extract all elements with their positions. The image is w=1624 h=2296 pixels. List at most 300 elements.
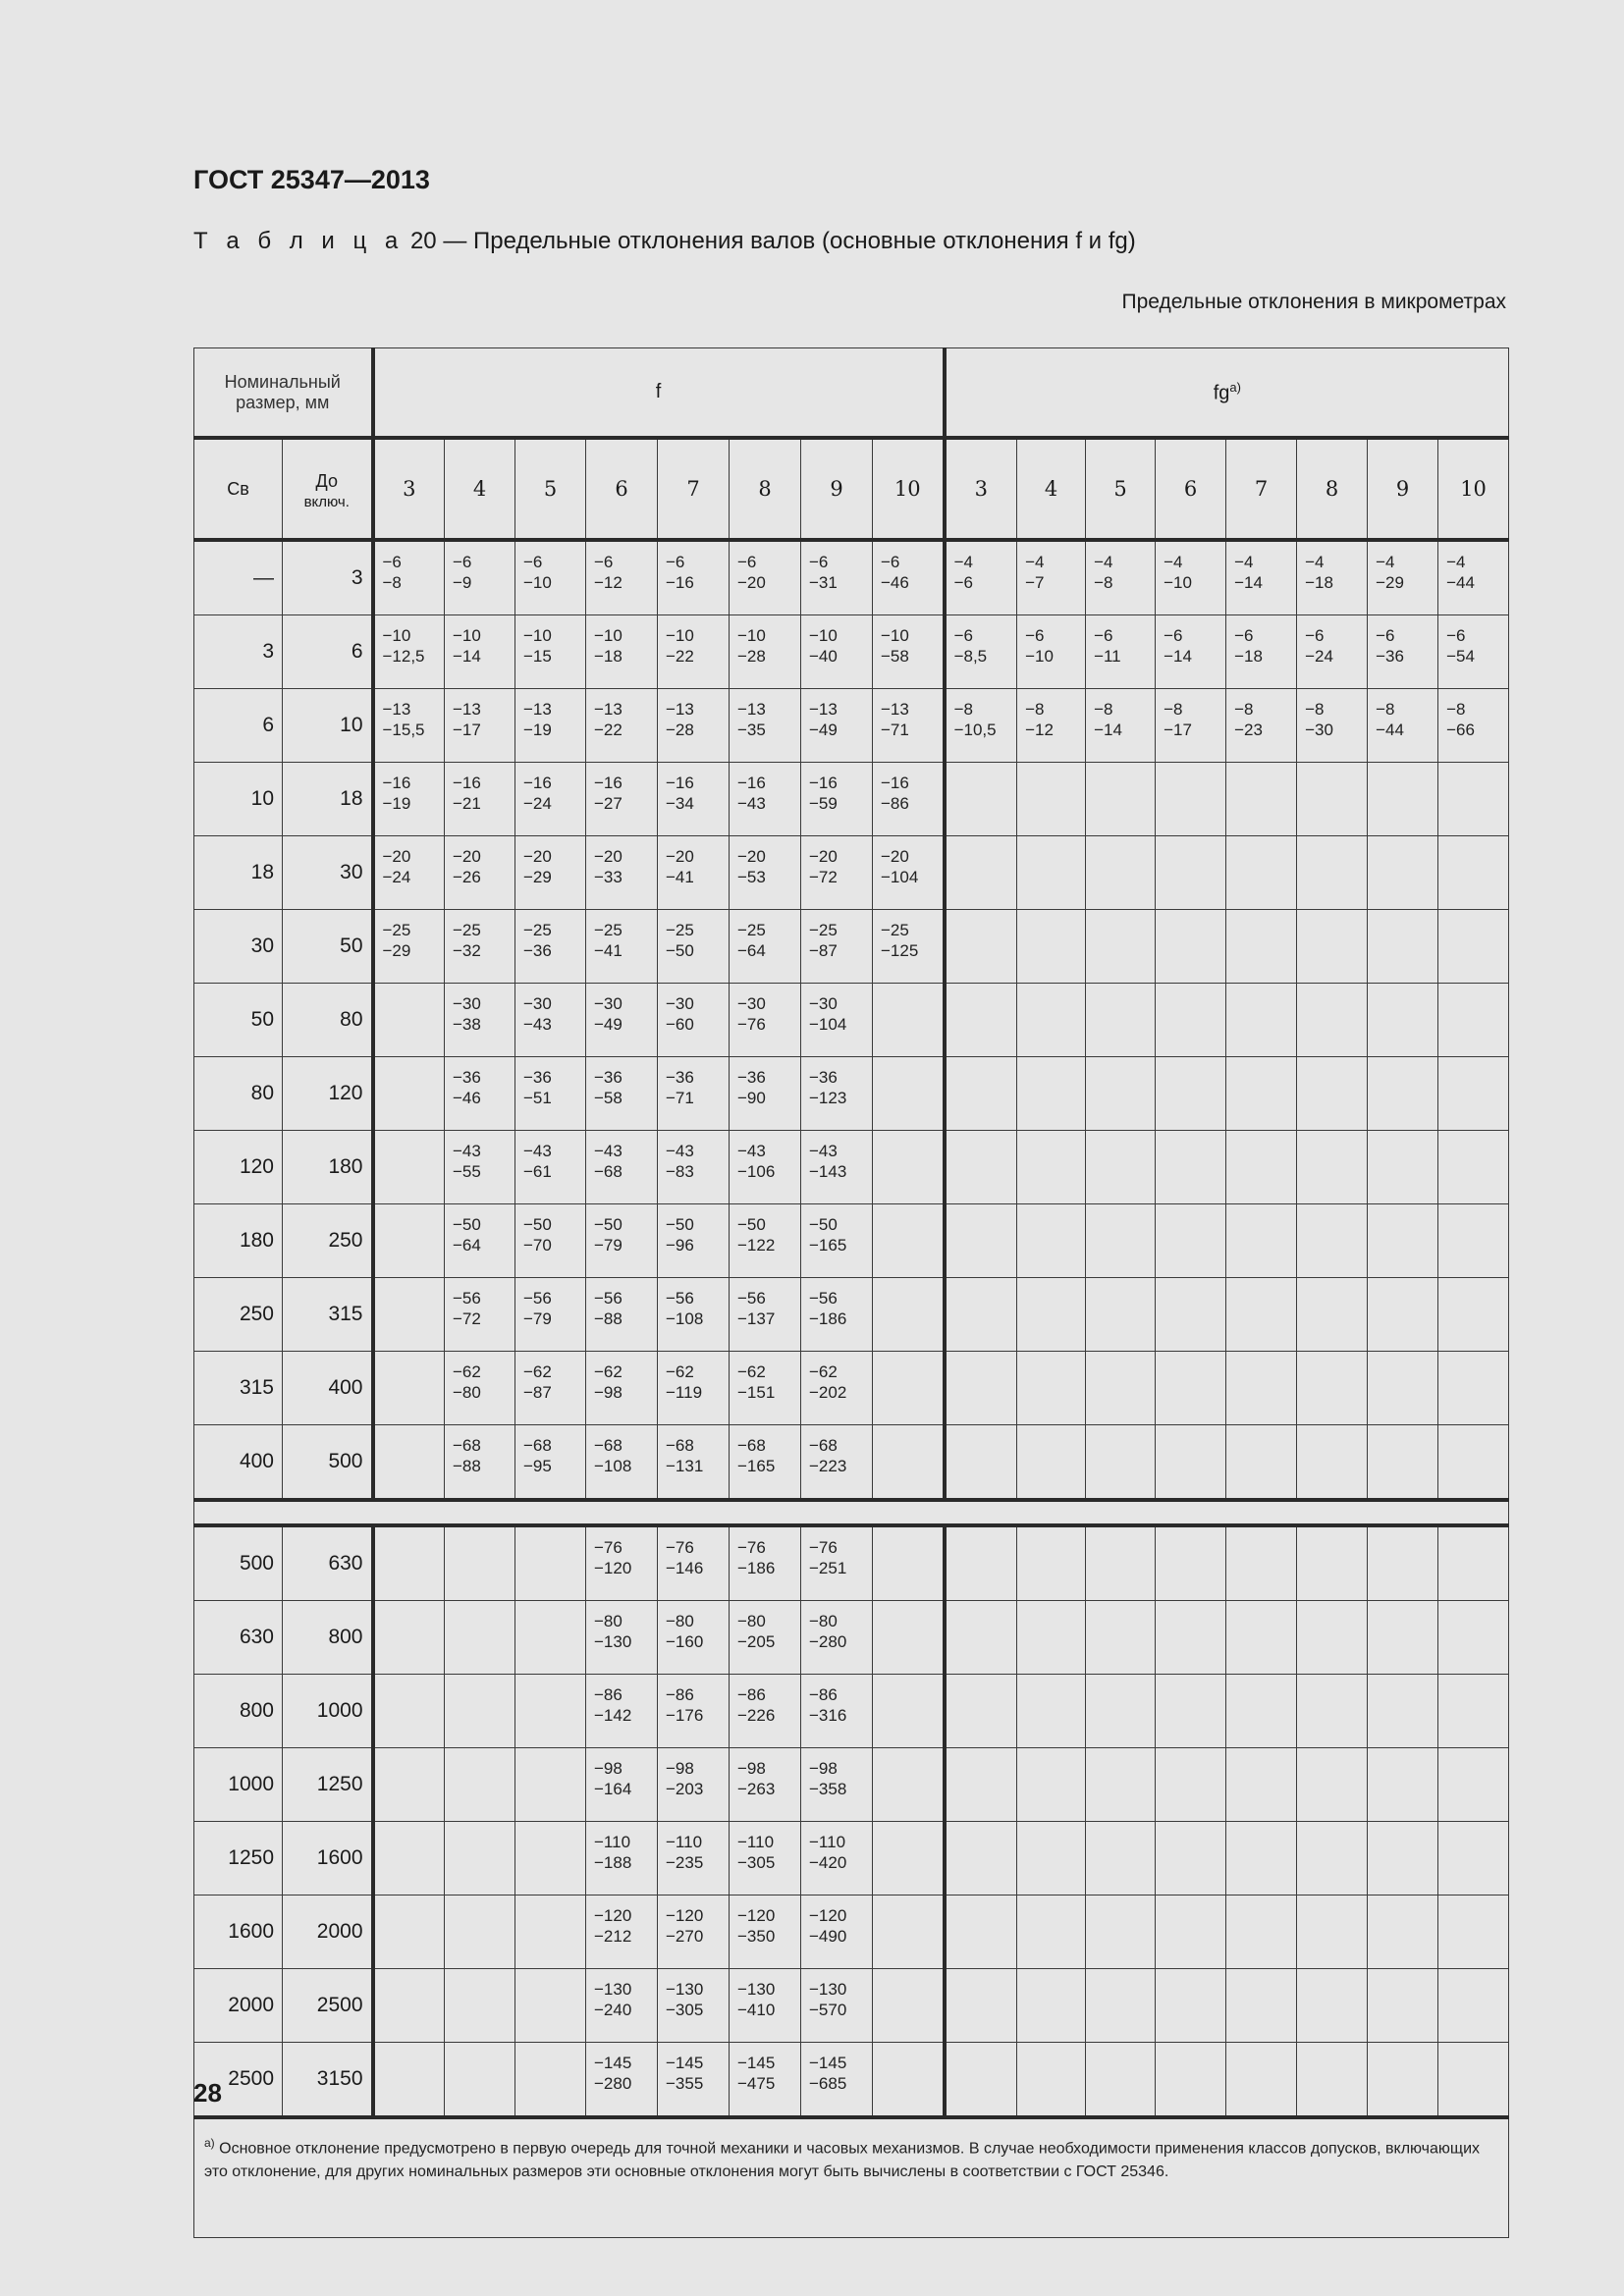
deviation-cell-f [515,1425,586,1501]
upper-deviation: −10 [881,626,909,645]
deviation-cell-f [801,1525,873,1601]
deviation-cell-f [730,689,801,763]
deviation-cell-f [373,1675,445,1748]
upper-deviation: −30 [809,994,838,1013]
deviation-cell-f [658,1131,730,1204]
deviation-cell-f [801,1675,873,1748]
upper-deviation: −4 [1305,553,1325,571]
upper-deviation: −4 [1234,553,1254,571]
deviation-cell-f [586,836,658,910]
deviation-cell-fg [1086,1425,1156,1501]
lower-deviation: −51 [523,1089,552,1107]
deviation-cell-f [658,1969,730,2043]
deviation-cell-fg [1086,836,1156,910]
lower-deviation: −46 [881,573,909,592]
deviation-cell-f [586,1131,658,1204]
deviation-cell-fg [1017,984,1086,1057]
deviation-cell-f [730,1204,801,1278]
lower-deviation: −58 [594,1089,623,1107]
size-from: 3 [194,615,283,689]
lower-deviation: −18 [594,647,623,666]
deviation-cell-fg [945,1057,1017,1131]
deviation-cell-f [801,689,873,763]
deviation-cell-fg [1297,1601,1368,1675]
deviation-cell-fg [945,1896,1017,1969]
size-from: 1250 [194,1822,283,1896]
lower-deviation: −10 [523,573,552,592]
upper-deviation: −56 [809,1289,838,1308]
upper-deviation: −10 [594,626,623,645]
upper-deviation: −13 [453,700,481,719]
upper-deviation: −10 [453,626,481,645]
deviation-cell-f [658,1748,730,1822]
upper-deviation: −10 [382,626,411,645]
deviation-cell-f [515,1525,586,1601]
upper-deviation: −8 [1094,700,1113,719]
upper-deviation: −43 [453,1142,481,1160]
deviation-cell-f [586,1969,658,2043]
upper-deviation: −98 [737,1759,766,1778]
lower-deviation: −28 [666,721,694,739]
lower-deviation: −176 [666,1706,704,1725]
deviation-cell-fg [1017,763,1086,836]
deviation-cell-fg [1156,1525,1226,1601]
deviation-cell-fg [1438,1601,1509,1675]
upper-deviation: −4 [1094,553,1113,571]
deviation-cell-f [515,1822,586,1896]
deviation-cell-fg [1156,1057,1226,1131]
deviation-cell-f [801,836,873,910]
deviation-cell-f [873,984,945,1057]
deviation-cell-fg [1017,1278,1086,1352]
lower-deviation: −22 [594,721,623,739]
deviation-cell-f [445,763,515,836]
deviation-cell-f [801,540,873,615]
lower-deviation: −143 [809,1162,847,1181]
size-to: 250 [283,1204,373,1278]
deviation-cell-fg [1368,1425,1438,1501]
lower-deviation: −53 [737,868,766,886]
upper-deviation: −36 [523,1068,552,1087]
lower-deviation: −50 [666,941,694,960]
table-row [194,1748,1509,1822]
deviation-cell-fg [1368,1675,1438,1748]
deviation-cell-f [515,1748,586,1822]
deviation-cell-fg [1226,689,1297,763]
deviation-cell-f [658,1525,730,1601]
upper-deviation: −68 [809,1436,838,1455]
deviation-cell-f [586,1352,658,1425]
lower-deviation: −68 [594,1162,623,1181]
upper-deviation: −36 [453,1068,481,1087]
deviation-cell-fg [1368,1525,1438,1601]
deviation-cell-f [586,2043,658,2118]
upper-deviation: −16 [382,774,411,792]
upper-deviation: −68 [666,1436,694,1455]
size-from: 630 [194,1601,283,1675]
upper-deviation: −20 [453,847,481,866]
size-from: 1600 [194,1896,283,1969]
deviation-cell-f [873,689,945,763]
deviation-cell-f [730,910,801,984]
upper-deviation: −50 [453,1215,481,1234]
upper-deviation: −56 [737,1289,766,1308]
upper-deviation: −20 [881,847,909,866]
lower-deviation: −19 [523,721,552,739]
deviation-cell-fg [1017,1675,1086,1748]
lower-deviation: −49 [809,721,838,739]
table-row [194,1204,1509,1278]
deviation-cell-fg [1438,1204,1509,1278]
upper-deviation: −98 [809,1759,838,1778]
lower-deviation: −164 [594,1780,632,1798]
lower-deviation: −186 [737,1559,776,1577]
lower-deviation: −142 [594,1706,632,1725]
deviation-cell-fg [1226,1675,1297,1748]
deviation-cell-f [515,615,586,689]
upper-deviation: −110 [737,1833,775,1851]
upper-deviation: −36 [737,1068,766,1087]
upper-deviation: −16 [809,774,838,792]
upper-deviation: −16 [881,774,909,792]
deviation-cell-fg [1297,615,1368,689]
lower-deviation: −64 [453,1236,481,1255]
deviation-cell-fg [1226,1131,1297,1204]
upper-deviation: −6 [1446,626,1466,645]
upper-deviation: −62 [809,1362,838,1381]
lower-deviation: −14 [1164,647,1192,666]
lower-deviation: −19 [382,794,411,813]
deviation-cell-fg [1226,1601,1297,1675]
deviation-cell-fg [1368,1131,1438,1204]
lower-deviation: −120 [594,1559,632,1577]
size-from: — [194,540,283,615]
deviation-cell-fg [1017,910,1086,984]
lower-deviation: −263 [737,1780,776,1798]
table-row [194,763,1509,836]
deviation-cell-fg [1297,836,1368,910]
upper-deviation: −43 [666,1142,694,1160]
deviation-cell-f [873,1057,945,1131]
deviation-cell-fg [1226,1969,1297,2043]
lower-deviation: −55 [453,1162,481,1181]
deviation-cell-fg [945,689,1017,763]
lower-deviation: −235 [666,1853,704,1872]
footnote-text: Основное отклонение предусмотрено в первую очередь для точной механики и часовых механизмов. В случае необходимости применения классов допусков, включающих это отклонение, для других номинальных размеров эти основные отклонения могут быть вычислены в соответствии с ГОСТ 25346. [204,2140,1481,2181]
size-to: 80 [283,984,373,1057]
lower-deviation: −11 [1094,647,1121,666]
quality-header-fg-6: 6 [1156,438,1226,540]
upper-deviation: −56 [594,1289,623,1308]
deviation-cell-fg [1086,763,1156,836]
lower-deviation: −18 [1234,647,1263,666]
lower-deviation: −123 [809,1089,847,1107]
deviation-cell-f [801,910,873,984]
table-word: Т а б л и ц а [193,228,405,254]
table-row [194,540,1509,615]
upper-deviation: −98 [594,1759,623,1778]
lower-deviation: −226 [737,1706,776,1725]
deviation-cell-f [658,836,730,910]
lower-deviation: −251 [809,1559,847,1577]
deviation-cell-f [586,1748,658,1822]
upper-deviation: −145 [594,2054,632,2072]
deviation-cell-f [515,1057,586,1131]
footnote-marker: а) [204,2136,215,2150]
lower-deviation: −72 [809,868,838,886]
quality-header-fg-9: 9 [1368,438,1438,540]
table-row [194,1278,1509,1352]
upper-deviation: −43 [594,1142,623,1160]
size-to: 1250 [283,1748,373,1822]
lower-deviation: −420 [809,1853,847,1872]
lower-deviation: −350 [737,1927,776,1946]
deviation-cell-fg [1368,1057,1438,1131]
quality-header-f-4: 4 [445,438,515,540]
deviation-cell-f [658,2043,730,2118]
deviation-cell-f [586,1675,658,1748]
upper-deviation: −62 [594,1362,623,1381]
upper-deviation: −80 [594,1612,623,1630]
upper-deviation: −4 [1025,553,1045,571]
upper-deviation: −13 [523,700,552,719]
upper-deviation: −8 [1376,700,1395,719]
deviation-cell-fg [1156,910,1226,984]
table-row [194,1969,1509,2043]
lower-deviation: −54 [1446,647,1475,666]
size-from: 80 [194,1057,283,1131]
upper-deviation: −8 [1164,700,1183,719]
deviation-cell-f [658,1675,730,1748]
deviation-cell-fg [1017,1748,1086,1822]
deviation-cell-f [515,1352,586,1425]
lower-deviation: −131 [666,1457,704,1475]
upper-deviation: −16 [523,774,552,792]
deviation-cell-f [515,1204,586,1278]
lower-deviation: −27 [594,794,623,813]
lower-deviation: −490 [809,1927,847,1946]
lower-deviation: −70 [523,1236,552,1255]
upper-deviation: −50 [523,1215,552,1234]
size-from: 2500 [194,2043,283,2118]
quality-header-f-3: 3 [373,438,445,540]
deviation-cell-f [873,1822,945,1896]
deviation-cell-f [515,910,586,984]
deviation-cell-fg [1438,1352,1509,1425]
upper-deviation: −80 [809,1612,838,1630]
deviation-cell-fg [1086,689,1156,763]
upper-deviation: −10 [737,626,766,645]
upper-deviation: −25 [881,921,909,939]
size-to: 400 [283,1352,373,1425]
deviation-cell-fg [1156,2043,1226,2118]
size-from: 120 [194,1131,283,1204]
deviation-cell-fg [1156,1601,1226,1675]
deviation-cell-fg [945,1748,1017,1822]
upper-deviation: −145 [809,2054,847,2072]
upper-deviation: −86 [594,1685,623,1704]
upper-deviation: −30 [453,994,481,1013]
size-to: 50 [283,910,373,984]
quality-header-f-8: 8 [730,438,801,540]
deviation-cell-f [730,1601,801,1675]
lower-deviation: −305 [737,1853,776,1872]
deviation-cell-f [658,1822,730,1896]
upper-deviation: −6 [453,553,472,571]
deviation-cell-f [801,763,873,836]
lower-deviation: −71 [881,721,909,739]
deviation-cell-f [445,984,515,1057]
size-from: 800 [194,1675,283,1748]
deviation-cell-f [515,836,586,910]
lower-deviation: −72 [453,1309,481,1328]
deviation-cell-f [873,540,945,615]
deviation-cell-fg [1368,1204,1438,1278]
deviation-cell-fg [1086,1525,1156,1601]
deviation-cell-f [515,1278,586,1352]
lower-deviation: −12,5 [382,647,425,666]
upper-deviation: −13 [382,700,411,719]
deviation-cell-fg [1438,689,1509,763]
deviation-cell-f [801,1278,873,1352]
deviation-cell-fg [1368,1896,1438,1969]
upper-deviation: −25 [453,921,481,939]
deviation-cell-fg [1226,1748,1297,1822]
header-row-qualities [194,438,1509,540]
deviation-cell-fg [945,540,1017,615]
deviation-cell-f [873,763,945,836]
deviation-cell-fg [1226,615,1297,689]
group-header-fg [945,348,1509,439]
lower-deviation: −61 [523,1162,552,1181]
lower-deviation: −475 [737,2074,776,2093]
upper-deviation: −6 [737,553,757,571]
deviation-cell-f [373,1748,445,1822]
deviation-cell-fg [1086,1131,1156,1204]
lower-deviation: −685 [809,2074,847,2093]
deviation-cell-fg [945,1425,1017,1501]
deviation-cell-fg [1156,1131,1226,1204]
lower-deviation: −35 [737,721,766,739]
upper-deviation: −8 [953,700,973,719]
col-header-to-line1: До [315,471,338,491]
deviation-cell-fg [1086,615,1156,689]
table-row [194,1425,1509,1501]
deviation-cell-fg [1226,836,1297,910]
deviation-cell-fg [1226,1204,1297,1278]
lower-deviation: −8 [382,573,402,592]
table-row [194,1675,1509,1748]
lower-deviation: −205 [737,1632,776,1651]
upper-deviation: −62 [523,1362,552,1381]
deviation-cell-f [515,689,586,763]
lower-deviation: −12 [1025,721,1054,739]
deviation-cell-f [658,689,730,763]
upper-deviation: −62 [666,1362,694,1381]
page-number: 28 [193,2078,222,2108]
upper-deviation: −110 [666,1833,703,1851]
deviation-cell-f [586,763,658,836]
lower-deviation: −43 [523,1015,552,1034]
deviation-cell-f [373,1057,445,1131]
deviation-cell-f [873,1425,945,1501]
deviation-cell-fg [1297,1131,1368,1204]
deviation-cell-f [445,1278,515,1352]
deviation-cell-fg [1086,1601,1156,1675]
deviation-cell-f [801,1352,873,1425]
deviation-cell-fg [1086,1352,1156,1425]
col-header-to-line2: включ. [303,494,350,510]
size-to: 120 [283,1057,373,1131]
size-to: 6 [283,615,373,689]
deviation-cell-fg [1368,1822,1438,1896]
deviation-cell-f [445,689,515,763]
upper-deviation: −25 [523,921,552,939]
lower-deviation: −60 [666,1015,694,1034]
deviation-cell-fg [945,1131,1017,1204]
deviation-cell-fg [1438,1131,1509,1204]
size-to: 18 [283,763,373,836]
deviation-cell-fg [1368,2043,1438,2118]
lower-deviation: −151 [737,1383,776,1402]
lower-deviation: −80 [453,1383,481,1402]
deviation-cell-fg [1297,1896,1368,1969]
deviation-cell-f [873,1748,945,1822]
deviation-cell-fg [1368,540,1438,615]
deviation-cell-fg [1438,984,1509,1057]
upper-deviation: −6 [1376,626,1395,645]
deviation-cell-fg [945,615,1017,689]
lower-deviation: −223 [809,1457,847,1475]
lower-deviation: −212 [594,1927,632,1946]
deviation-cell-f [515,1896,586,1969]
upper-deviation: −120 [809,1906,847,1925]
table-number: 20 [409,228,437,254]
deviation-cell-f [445,1896,515,1969]
deviation-cell-fg [1297,1675,1368,1748]
deviation-cell-f [801,2043,873,2118]
deviation-cell-f [586,1204,658,1278]
lower-deviation: −44 [1446,573,1475,592]
deviation-cell-fg [1156,1352,1226,1425]
lower-deviation: −76 [737,1015,766,1034]
size-from: 315 [194,1352,283,1425]
upper-deviation: −6 [1305,626,1325,645]
deviation-cell-f [730,984,801,1057]
deviation-cell-f [515,984,586,1057]
quality-header-f-5: 5 [515,438,586,540]
upper-deviation: −80 [666,1612,694,1630]
lower-deviation: −79 [523,1309,552,1328]
deviation-cell-f [515,1675,586,1748]
deviation-cell-fg [1156,1969,1226,2043]
size-from: 18 [194,836,283,910]
deviation-cell-f [373,1278,445,1352]
deviation-cell-f [730,1057,801,1131]
deviation-cell-f [730,836,801,910]
size-to: 2500 [283,1969,373,2043]
table-body [194,348,1509,2238]
upper-deviation: −110 [809,1833,846,1851]
size-to: 315 [283,1278,373,1352]
lower-deviation: −83 [666,1162,694,1181]
upper-deviation: −30 [523,994,552,1013]
lower-deviation: −58 [881,647,909,666]
deviation-cell-fg [945,2043,1017,2118]
deviation-cell-f [445,1057,515,1131]
deviation-cell-fg [1156,984,1226,1057]
upper-deviation: −130 [737,1980,776,1999]
